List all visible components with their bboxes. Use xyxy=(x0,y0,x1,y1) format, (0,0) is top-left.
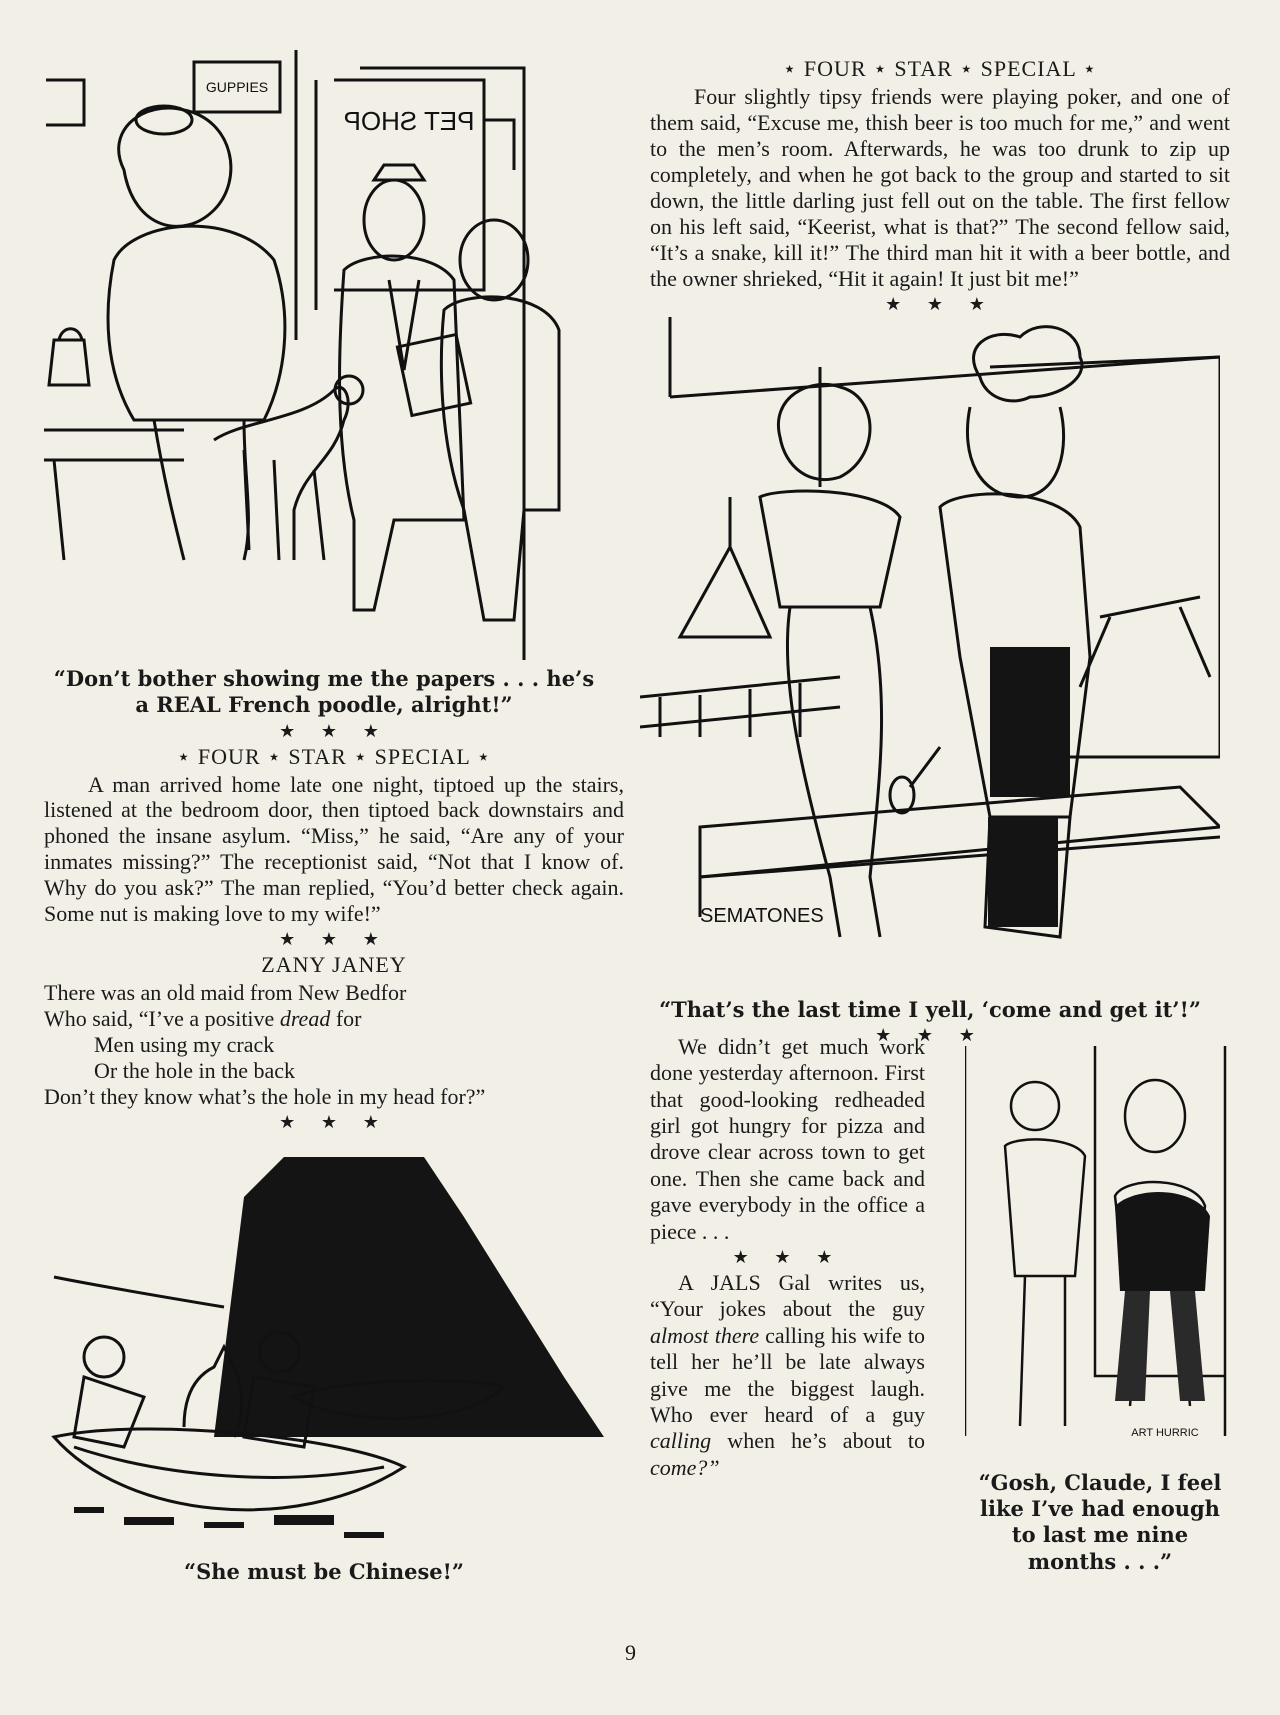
zany-janey-poem xyxy=(44,980,624,1110)
asylum-joke-text: A man arrived home late one night, tiptoed up the stairs, listened at the bedroom door, then tiptoed back downstairs and phoned the insane asylum. “Miss,” he said, “Are any of your inmates missing?” The receptionist said, “Not that I know of. Why do you ask?” The man replied, “You’d better check again. Some nut is making love to my wife!” xyxy=(44,771,624,927)
poem-line: Don’t they know what’s the hole in my head for?” xyxy=(44,1084,486,1110)
workday-joke-text: We didn’t get much work done yesterday afternoon. First that good-looking redheaded girl got hungry for pizza and drove clear across town to get one. Then she came back and gave everybody in the office a piece . . . xyxy=(650,1033,925,1244)
cartoonist-signature: ART HURRIC xyxy=(1131,1426,1199,1439)
jals-letter-text: A JALS Gal writes us, “Your jokes about the guy almost there calling his wife to tell her he’ll be late always give me the biggest laugh. Who ever heard of a guy calling when he’s about to come?” xyxy=(650,1270,926,1480)
pet-shop-caption: “Don’t bother showing me the papers . . . he’s a REAL French poodle, alright!” xyxy=(53,666,595,718)
separator-stars: ★ ★ ★ xyxy=(885,293,995,315)
right-column xyxy=(650,56,1230,1574)
canoe-illustration xyxy=(44,1137,604,1557)
four-star-special-heading: ⋆ FOUR ⋆ STAR ⋆ SPECIAL ⋆ xyxy=(176,743,492,769)
separator-stars: ★ ★ ★ xyxy=(732,1247,843,1268)
separator-stars: ★ ★ ★ xyxy=(875,1024,985,1046)
zany-janey-heading: ZANY JANEY xyxy=(261,952,407,978)
claude-illustration xyxy=(965,1046,1235,1466)
cookout-cartoon xyxy=(640,317,1220,997)
narrow-text-column xyxy=(650,1034,925,1481)
bottom-right-section xyxy=(650,1033,1230,1574)
poker-joke-text: Four slightly tipsy friends were playing poker, and one of them said, “Excuse me, thish beer is too much for me,” and went to the men’s room. Afterwards, he was too drunk to zip up completely, and when he got back to the group and started to sit down, the little darling just fell out on the table. The first fellow on his left said, “Keerist, what is that?” The second fellow said, “It’s a snake, kill it!” The third man hit it with a beer bottle, and the owner shrieked, “Hit it again! It just bit me!” xyxy=(650,84,1230,291)
claude-cartoon-block xyxy=(965,1046,1235,1575)
poem-line: There was an old maid from New Bedfor xyxy=(44,980,407,1006)
separator-stars: ★ ★ ★ xyxy=(279,929,389,951)
cartoonist-signature: SEMATONES xyxy=(700,904,824,927)
guppies-sign: GUPPIES xyxy=(205,79,269,95)
claude-cartoon xyxy=(965,1046,1235,1466)
four-star-special-heading: ⋆ FOUR ⋆ STAR ⋆ SPECIAL ⋆ xyxy=(782,56,1098,81)
cookout-caption: “That’s the last time I yell, ‘come and get it’!” xyxy=(659,996,1201,1022)
claude-caption: “Gosh, Claude, I feel like I’ve had enough to last me nine months . . .” xyxy=(978,1469,1222,1574)
poem-line: Men using my crack xyxy=(94,1032,275,1058)
pet-shop-illustration xyxy=(44,40,604,660)
separator-stars: ★ ★ ★ xyxy=(279,1111,389,1133)
pet-shop-sign: PET SHOP xyxy=(343,106,475,136)
left-column xyxy=(44,40,624,1585)
poem-line: Who said, “I’ve a positive dread for xyxy=(44,1006,362,1032)
separator-stars: ★ ★ ★ xyxy=(279,720,389,742)
page-number: 9 xyxy=(625,1640,636,1665)
canoe-caption: “She must be Chinese!” xyxy=(184,1558,464,1584)
canoe-cartoon xyxy=(44,1137,604,1557)
cookout-illustration xyxy=(640,317,1220,997)
poem-line: Or the hole in the back xyxy=(94,1058,295,1084)
pet-shop-cartoon xyxy=(44,40,604,660)
